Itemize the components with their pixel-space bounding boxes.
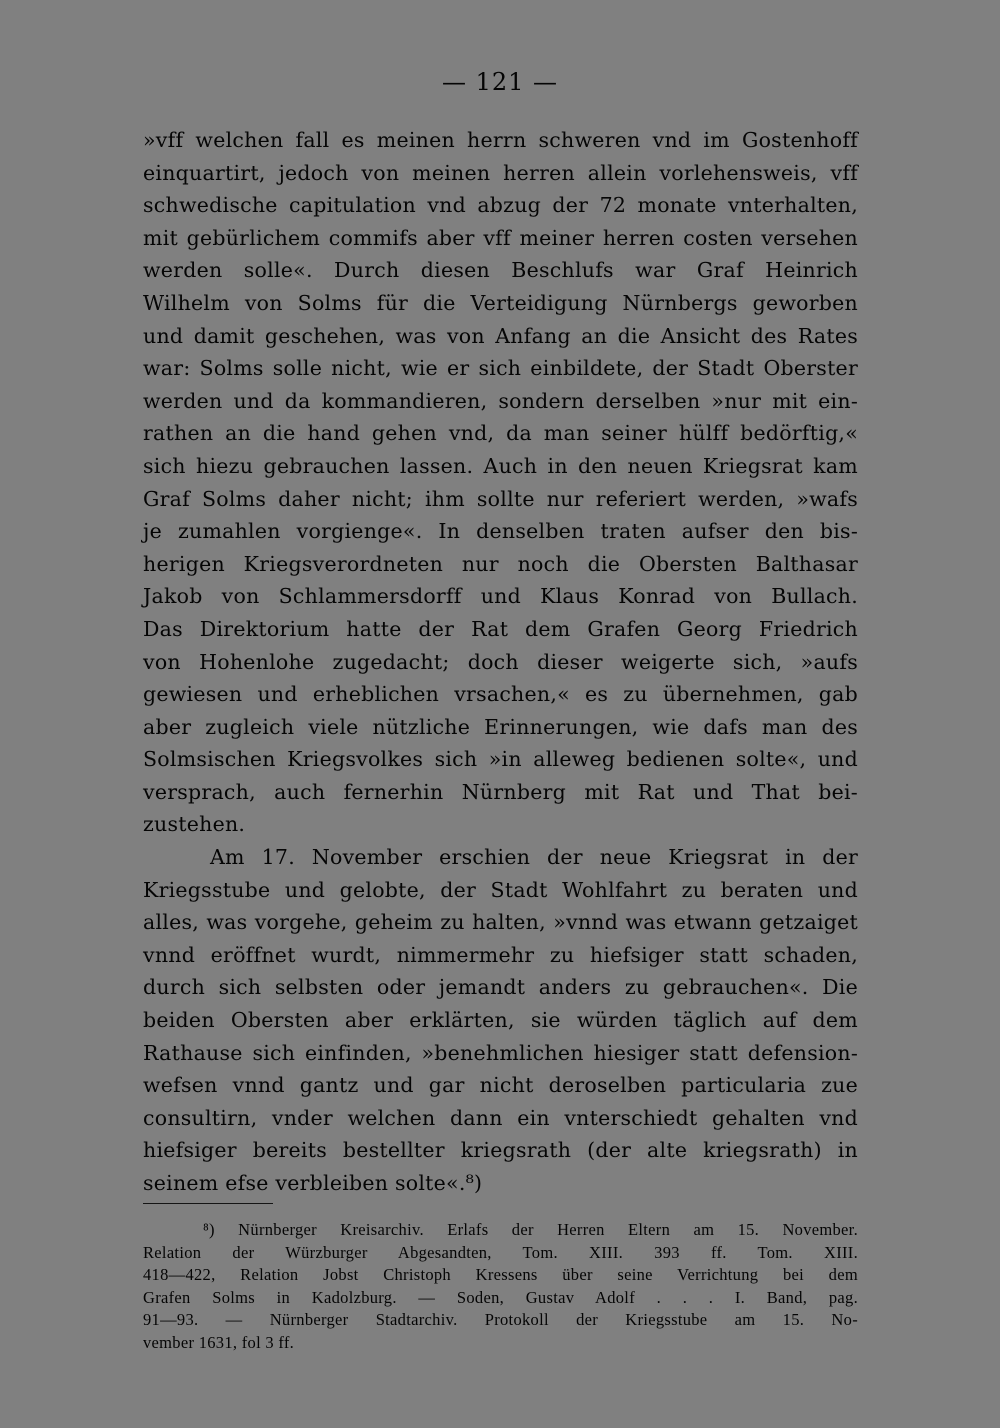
footnote-line: 418—422, Relation Jobst Christoph Kressens über seine Verrichtung bei dem — [143, 1265, 858, 1284]
text-line: und damit geschehen, was von Anfang an die Ansicht des Rates — [143, 323, 858, 348]
text-line: durch sich selbsten oder jemandt anders zu gebrauchen«. Die — [143, 975, 858, 1000]
text-line: Graf Solms daher nicht; ihm sollte nur referiert werden, »wafs — [143, 486, 858, 511]
text-line: hiefsiger bereits bestellter kriegsrath (der alte kriegsrath) in — [143, 1138, 858, 1163]
text-line: beiden Obersten aber erklärten, sie würden täglich auf dem — [143, 1008, 858, 1033]
footnote-line: Grafen Solms in Kadolzburg. — Soden, Gustav Adolf . . . I. Band, pag. — [143, 1287, 858, 1307]
footnote-divider — [143, 1203, 273, 1204]
page-number: — 121 — — [441, 68, 559, 96]
footnote-line: ⁸) Nürnberger Kreisarchiv. Erlafs der Herren Eltern am 15. November. — [203, 1220, 858, 1239]
footnote-line: Relation der Würzburger Abgesandten, Tom. XIII. 393 ff. Tom. XIII. — [143, 1242, 858, 1262]
text-line: werden und da kommandieren, sondern derselben »nur mit ein- — [143, 388, 858, 413]
footnote-line: 91—93. — Nürnberger Stadtarchiv. Protokoll der Kriegsstube am 15. No- — [143, 1310, 858, 1329]
text-line: aber zugleich viele nützliche Erinnerungen, wie dafs man des — [143, 714, 858, 739]
text-line: mit gebürlichem commifs aber vff meiner herren costen versehen — [143, 225, 858, 250]
text-line: Jakob von Schlammersdorff und Klaus Konrad von Bullach. — [143, 584, 858, 609]
text-line: Kriegsstube und gelobte, der Stadt Wohlfahrt zu beraten und — [143, 877, 858, 902]
footnote-line: vember 1631, fol 3 ff. — [143, 1332, 295, 1352]
text-line: »vff welchen fall es meinen herrn schweren vnd im Gostenhoff — [143, 128, 858, 152]
text-line: seinem efse verbleiben solte«.⁸) — [143, 1171, 483, 1195]
text-line: Das Direktorium hatte der Rat dem Grafen Georg Friedrich — [143, 616, 858, 641]
text-line: schwedische capitulation vnd abzug der 72 monate vnterhalten, — [143, 193, 858, 218]
paragraph-start-line: Am 17. November erschien der neue Kriegsrat in der — [210, 845, 858, 870]
text-line: von Hohenlohe zugedacht; doch dieser weigerte sich, »aufs — [143, 649, 858, 674]
text-line: sich hiezu gebrauchen lassen. Auch in den neuen Kriegsrat kam — [143, 453, 858, 478]
body-text — [143, 124, 858, 1200]
text-line: herigen Kriegsverordneten nur noch die Obersten Balthasar — [143, 551, 858, 576]
text-line: alles, was vorgehe, geheim zu halten, »vnnd was etwann getzaiget — [143, 910, 858, 935]
text-line: zustehen. — [143, 812, 246, 837]
text-line: versprach, auch fernerhin Nürnberg mit Rat und That bei- — [143, 779, 858, 804]
text-line: einquartirt, jedoch von meinen herren allein vorlehensweis, vff — [143, 160, 858, 185]
text-line: Wilhelm von Solms für die Verteidigung Nürnbergs geworben — [143, 290, 858, 315]
text-line: consultirn, vnder welchen dann ein vnterschiedt gehalten vnd — [143, 1105, 858, 1130]
text-line: werden solle«. Durch diesen Beschlufs war Graf Heinrich — [143, 258, 858, 283]
text-line: Solmsischen Kriegsvolkes sich »in alleweg bedienen solte«, und — [143, 747, 858, 772]
text-line: war: Solms solle nicht, wie er sich einbildete, der Stadt Oberster — [143, 356, 858, 381]
text-line: wefsen vnnd gantz und gar nicht deroselben particularia zue — [143, 1073, 858, 1098]
footnotes — [143, 1219, 858, 1354]
text-line: je zumahlen vorgienge«. In denselben traten aufser den bis- — [143, 519, 858, 544]
text-line: gewiesen und erheblichen vrsachen,« es zu übernehmen, gab — [143, 682, 858, 707]
text-line: rathen an die hand gehen vnd, da man seiner hülff bedörftig,« — [143, 421, 858, 446]
text-line: Rathause sich einfinden, »benehmlichen hiesiger statt defension- — [143, 1040, 858, 1065]
text-line: vnnd eröffnet wurdt, nimmermehr zu hiefsiger statt schaden, — [143, 942, 858, 967]
